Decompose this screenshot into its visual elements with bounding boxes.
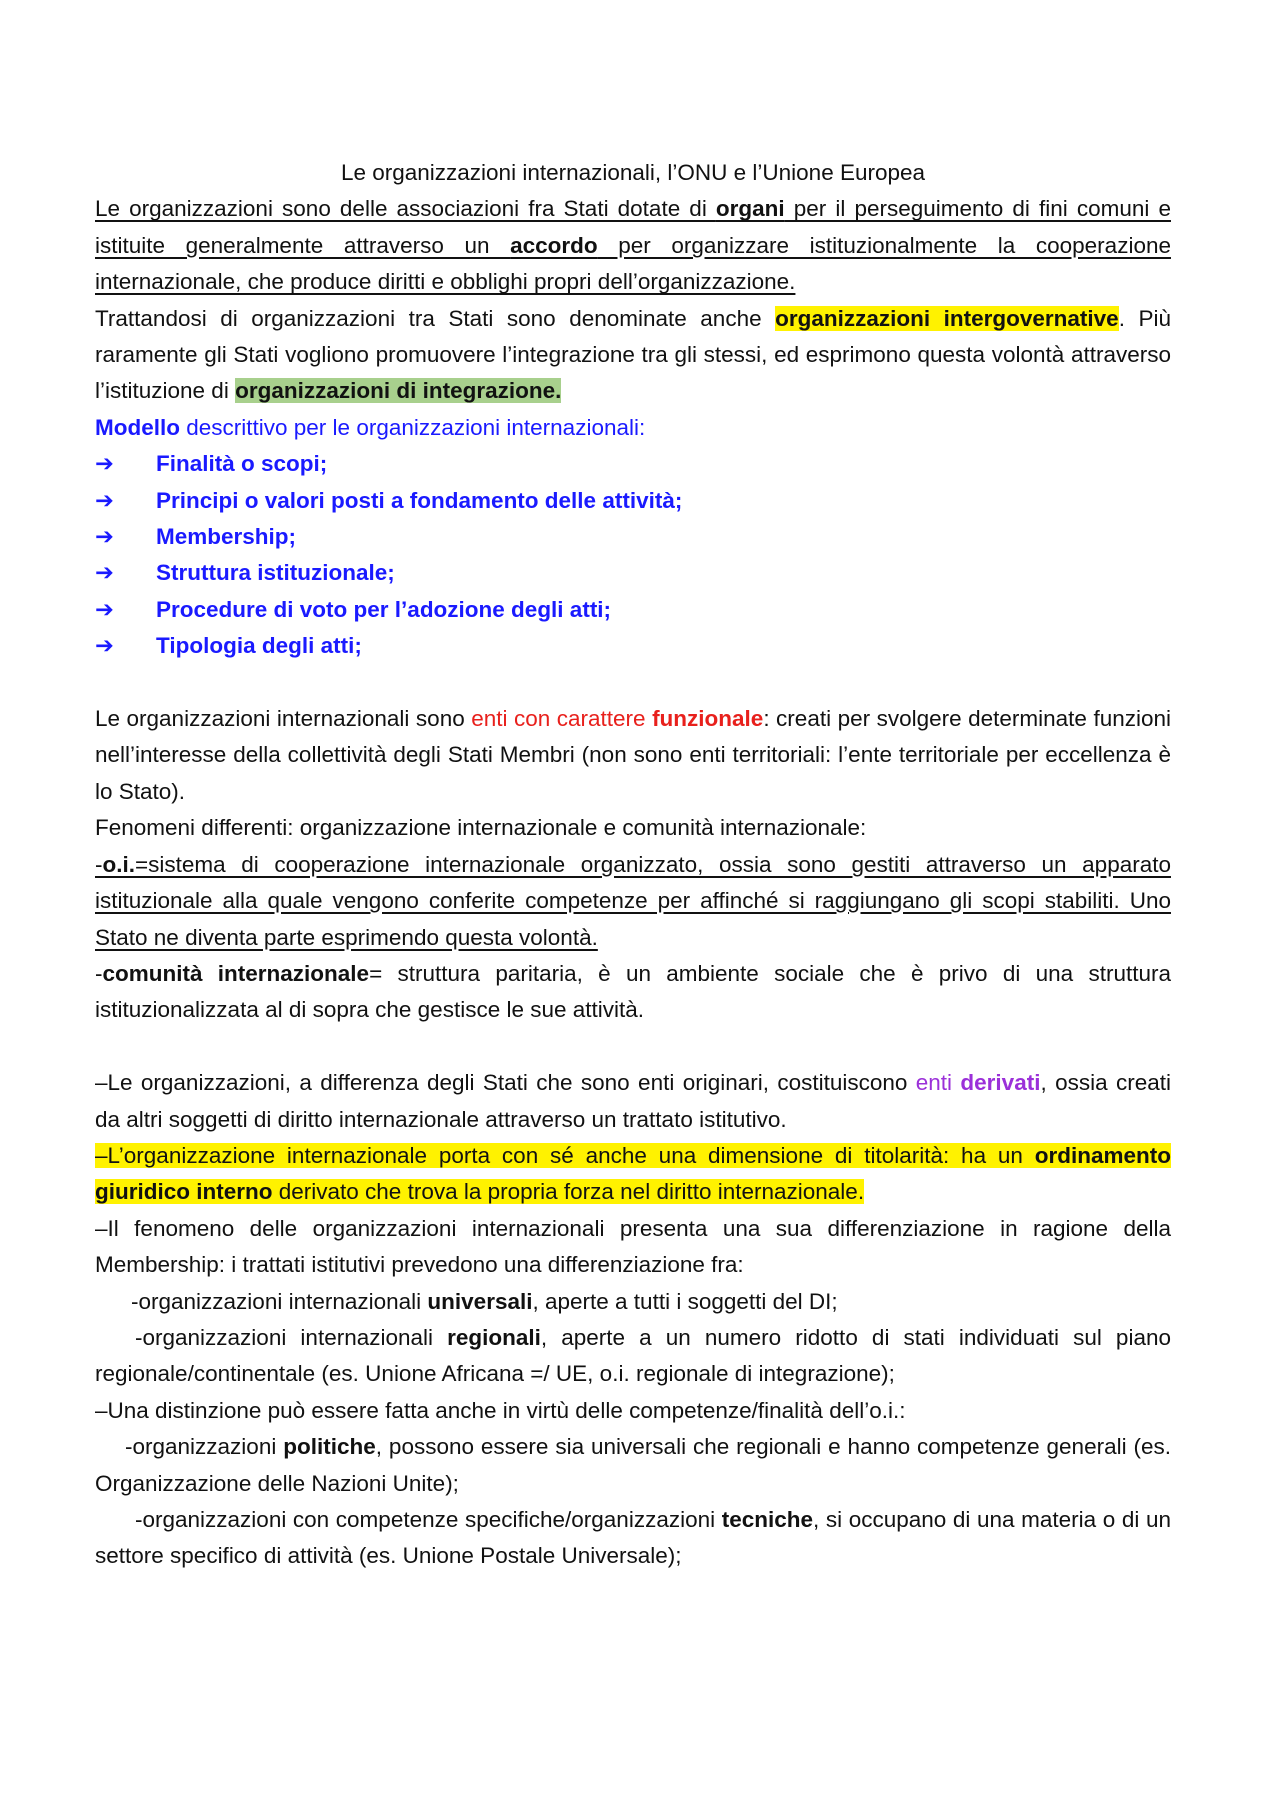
paragraph-political: -organizzazioni politiche, possono essere sia universali che regionali e hanno competenze generali (es. Organizzazione delle Nazioni Unite); [95, 1434, 1171, 1496]
arrow-icon: ➔ [95, 487, 114, 513]
highlight-intergovernative: organizzazioni intergovernative [775, 305, 1119, 331]
spacer [95, 665, 1171, 701]
highlight-integrazione: organizzazioni di integrazione. [235, 378, 562, 404]
list-item: ➔ Finalità o scopi; [95, 446, 1171, 482]
paragraph-community: -comunità internazionale= struttura paritaria, è un ambiente sociale che è privo di una struttura istituzionalizzata al di sopra che gestisce le sue attività. [95, 960, 1171, 1023]
document-body [95, 155, 1171, 1575]
arrow-icon: ➔ [95, 560, 114, 586]
paragraph-universal: -organizzazioni internazionali universali, aperte a tutti i soggetti del DI; [131, 1288, 838, 1314]
arrow-icon: ➔ [95, 451, 114, 477]
paragraph-regional: -organizzazioni internazionali regionali, aperte a un numero ridotto di stati individuati sul piano regionale/continentale (es. Unione Africana =/ UE, o.i. regionale di integrazione); [95, 1324, 1171, 1387]
paragraph-distinction: –Una distinzione può essere fatta anche in virtù delle competenze/finalità dell’o.i.: [95, 1397, 906, 1423]
paragraph-functional: Le organizzazioni internazionali sono enti con carattere funzionale: creati per svolgere determinate funzioni nell’interesse della collettività degli Stati Membri (non sono enti territoriali: l’ente territoriale per eccellenza è lo Stato). [95, 706, 1171, 804]
list-item: ➔ Procedure di voto per l’adozione degli atti; [95, 592, 1171, 628]
list-item: ➔ Tipologia degli atti; [95, 628, 1171, 664]
list-item: ➔ Membership; [95, 519, 1171, 555]
document-title: Le organizzazioni internazionali, l’ONU e l’Unione Europea [340, 160, 926, 185]
paragraph-oi: -o.i.=sistema di cooperazione internazionale organizzato, ossia sono gestiti attraverso un apparato istituzionale alla quale vengono conferite competenze per affinché si raggiungano gli scopi stabiliti. Uno Stato ne diventa parte esprimendo questa volontà. [95, 851, 1171, 950]
paragraph-intergovernmental: Trattandosi di organizzazioni tra Stati sono denominate anche organizzazioni intergovernative. Più raramente gli Stati vogliono promuovere l’integrazione tra gli stessi, ed esprimono questa volontà attraverso l’istituzione di organizzazioni di integrazione. [95, 305, 1171, 404]
model-list [95, 446, 1171, 664]
paragraph-technical: -organizzazioni con competenze specifiche/organizzazioni tecniche, si occupano di una materia o di un settore specifico di attività (es. Unione Postale Universale); [95, 1507, 1171, 1569]
model-heading: Modello descrittivo per le organizzazioni internazionali: [95, 414, 646, 440]
paragraph-definition: Le organizzazioni sono delle associazioni fra Stati dotate di organi per il perseguimento di fini comuni e istituite generalmente attraverso un accordo per organizzare istituzionalmente la cooperazione internazionale, che produce diritti e obblighi propri dell’organizzazione. [95, 196, 1171, 295]
paragraph-internal-order: –L’organizzazione internazionale porta con sé anche una dimensione di titolarità: ha un ordinamento giuridico interno derivato che trova la propria forza nel diritto internazionale. [95, 1142, 1171, 1205]
list-item: ➔ Principi o valori posti a fondamento delle attività; [95, 483, 1171, 519]
paragraph-derived: –Le organizzazioni, a differenza degli Stati che sono enti originari, costituiscono enti derivati, ossia creati da altri soggetti di diritto internazionale attraverso un trattato istitutivo. [95, 1070, 1171, 1132]
spacer [95, 1029, 1171, 1065]
paragraph-phenomena: Fenomeni differenti: organizzazione internazionale e comunità internazionale: [95, 815, 867, 841]
paragraph-membership: –Il fenomeno delle organizzazioni internazionali presenta una sua differenziazione in ragione della Membership: i trattati istitutivi prevedono una differenziazione fra: [95, 1215, 1171, 1278]
arrow-icon: ➔ [95, 524, 114, 550]
arrow-icon: ➔ [95, 633, 114, 659]
list-item: ➔ Struttura istituzionale; [95, 555, 1171, 591]
arrow-icon: ➔ [95, 596, 114, 622]
